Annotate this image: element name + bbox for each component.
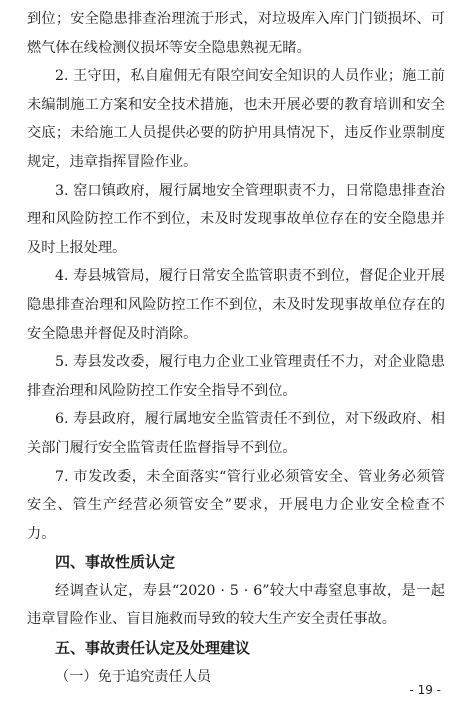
paragraph-item-7: 7. 市发改委，未全面落实“管行业必须管安全、管业务必须管安全、管生产经营必须管安全”要求，开展电力企业安全检查不力。 [27,468,445,542]
page-number: - 19 - [409,683,441,697]
paragraph-item-3: 3. 窑口镇政府，履行属地安全管理职责不力，日常隐患排查治理和风险防控工作不到位，未及时发现事故单位存在的安全隐患并及时上报处理。 [27,182,445,256]
paragraph-item-5: 5. 寿县发改委，履行电力企业工业管理责任不力，对企业隐患排查治理和风险防控工作安全指导不到位。 [27,354,445,399]
section-heading-accident-nature: 四、事故性质认定 [55,553,176,572]
section-heading-responsibility: 五、事故责任认定及处理建议 [55,639,251,658]
paragraph-item-4: 4. 寿县城管局，履行日常安全监管职责不到位，督促企业开展隐患排查治理和风险防控工作不到位，未及时发现事故单位存在的安全隐患并督促及时消除。 [27,268,445,342]
paragraph-item-6: 6. 寿县政府，履行属地安全监管责任不到位，对下级政府、相关部门履行安全监管责任监督指导不到位。 [27,411,445,456]
paragraph-continuation: 到位；安全隐患排查治理流于形式，对垃圾库入库门门锁损坏、可燃气体在线检测仪损坏等安全隐患熟视无睹。 [27,11,445,56]
subsection-heading-exempt: （一）免于追究责任人员 [55,668,212,685]
paragraph-item-2: 2. 王守田，私自雇佣无有限空间安全知识的人员作业；施工前未编制施工方案和安全技术措施，也未开展必要的教育培训和安全交底；未给施工人员提供必要的防护用具情况下，违反作业票制度规定，违章指挥冒险作业。 [27,68,445,170]
paragraph-nature-finding: 经调查认定，寿县“2020 · 5 · 6”较大中毒窒息事故，是一起违章冒险作业、盲目施救而导致的较大生产安全责任事故。 [27,582,445,628]
document-body [27,5,445,691]
